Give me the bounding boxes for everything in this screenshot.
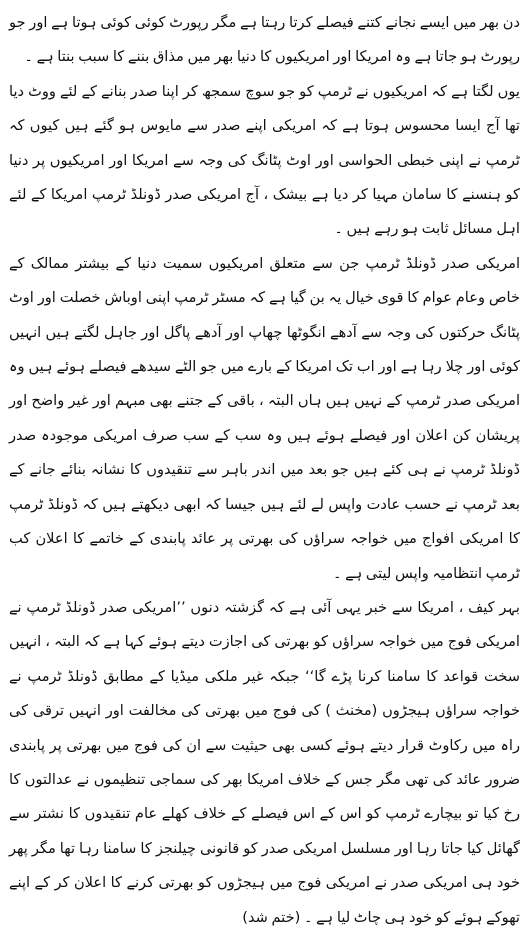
article-paragraph-1: دن بھر میں ایسے نجانے کتنے فیصلے کرتا رہتا ہے مگر رپورٹ کوئی کوئی ہوتا ہے اور جو رپورٹ ہو جاتا ہے وہ امریکا اور امریکیوں کا دنیا بھر میں مذاق بننے کا سبب بنتا ہے ۔ (9, 14, 520, 66)
article-paragraph-3: امریکی صدر ڈونلڈ ٹرمپ جن سے متعلق امریکیوں سمیت دنیا کے بیشتر ممالک کے خاص وعام عوام کا قوی خیال یہ بن گیا ہے کہ مسٹر ٹرمپ اپنی اوباش خصلت اور اوٹ پٹانگ حرکتوں کی وجہ سے آدھے انگوٹھا چھاپ اور آدھے پاگل اور جاہل لگتے ہیں انہیں کوئی اور چلا رہا ہے اور اب تک امریکا کے بارے میں جو الٹے سیدھے فیصلے ہوئے ہیں وہ امریکی صدر ٹرمپ کے نہیں ہیں ہاں البتہ ، باقی کے جتنے بھی مبہم اور غیر واضح اور پریشان کن اعلان اور فیصلے ہوئے ہیں وہ سب کے سب صرف امریکی موجودہ صدر ڈونلڈ ٹرمپ نے ہی کئے ہیں جو بعد میں اندر باہر سے تنقیدوں کا نشانہ بنائے جانے کے بعد ٹرمپ نے حسب عادت واپس لے لئے ہیں جیسا کہ ابھی دیکھتے ہیں کہ ڈونلڈ ٹرمپ کا امریکی افواج میں خواجہ سراؤں کی بھرتی پر عائد پابندی کے خاتمے کا اعلان کب ٹرمپ انتظامیہ واپس لیتی ہے ۔ (9, 254, 520, 582)
article-paragraph-2: یوں لگتا ہے کہ امریکیوں نے ٹرمپ کو جو سوچ سمجھ کر اپنا صدر بنانے کے لئے ووٹ دیا تھا آج ایسا محسوس ہوتا ہے کہ امریکی اپنے صدر سے مایوس ہو گئے ہیں کیوں کہ ٹرمپ نے اپنی خبطی الحواسی اور اوٹ پٹانگ کی وجہ سے امریکا اور امریکیوں پر دنیا کو ہنسنے کا سامان مہیا کر دیا ہے بیشک ، آج امریکی صدر ڈونلڈ ٹرمپ امریکا کے لئے اہل مسائل ثابت ہو رہے ہیں ۔ (9, 82, 520, 238)
article-paragraph-4: بہر کیف ، امریکا سے خبر یہی آئی ہے کہ گزشتہ دنوں ’’امریکی صدر ڈونلڈ ٹرمپ نے امریکی فوج میں خواجہ سراؤں کو بھرتی کی اجازت دیتے ہوئے کہا ہے کہ البتہ ، انہیں سخت قواعد کا سامنا کرنا پڑے گا‘‘ جبکہ غیر ملکی میڈیا کے مطابق ڈونلڈ ٹرمپ نے خواجہ سراؤں ہیجڑوں (مخنث ) کی فوج میں بھرتی کی مخالفت اور انہیں ترقی کی راہ میں رکاوٹ قرار دیتے ہوئے کسی بھی حیثیت سے ان کی فوج میں بھرتی پر پابندی ضرور عائد کی تھی مگر جس کے خلاف امریکا بھر کی سماجی تنظیموں نے عدالتوں کا رخ کیا تو بیچارے ٹرمپ کو اس کے اس فیصلے کے خلاف کھلے عام تنقیدوں کا نشتر سے گھائل کیا جاتا رہا اور مسلسل امریکی صدر کو قانونی چیلنجز کا سامنا رہا تھا مگر پھر خود ہی امریکی صدر نے امریکی فوج میں ہیجڑوں کو بھرتی کرنے کا اعلان کر کے اپنے تھوکے ہوئے کو خود ہی چاٹ لیا ہے ۔ (ختم شد) (9, 598, 520, 926)
